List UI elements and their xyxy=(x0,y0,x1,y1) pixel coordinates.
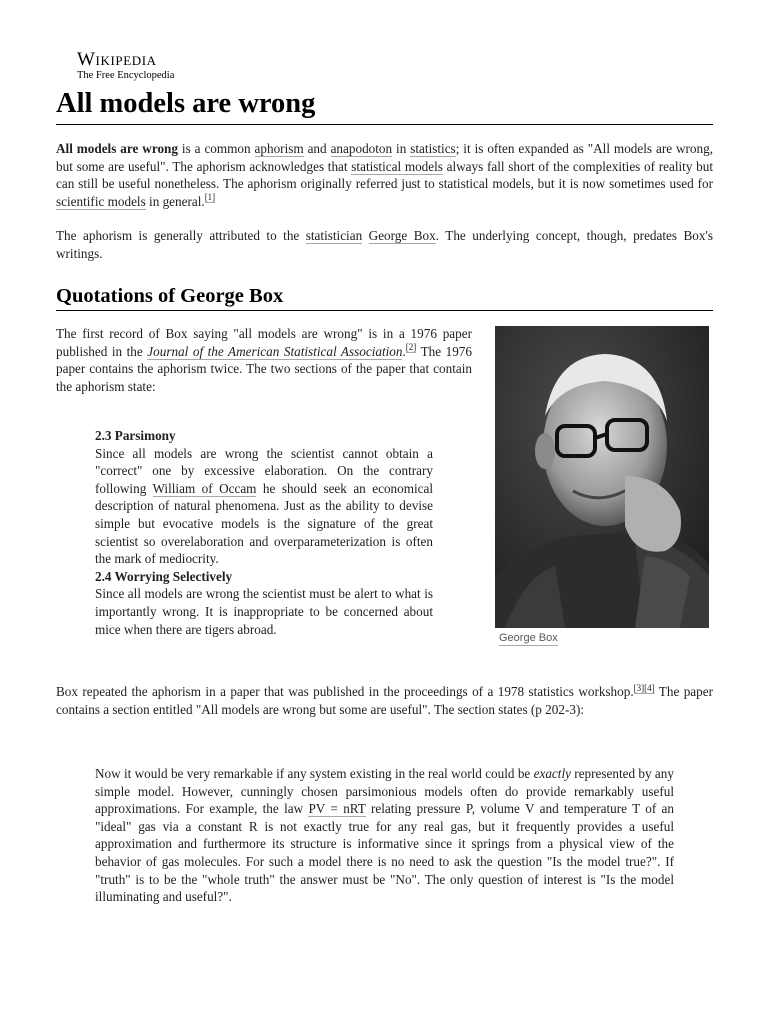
link-anapodoton[interactable]: anapodoton xyxy=(330,141,393,156)
attribution-paragraph xyxy=(56,227,713,262)
link-statistical-models[interactable]: statistical models xyxy=(351,158,443,174)
para-text: . xyxy=(402,343,406,359)
citation-3-4[interactable]: [3][4] xyxy=(633,682,655,693)
lead-paragraph xyxy=(56,140,713,210)
lead-text: in xyxy=(392,141,411,156)
lead-text: always fall short of the complexities of reality but can still be useful nonetheless. The aphorism originally referred just to statistical models, but it is now sometimes used for xyxy=(56,158,713,192)
para-text: The 1976 paper contains the aphorism twice. The two sections of the paper that contain the aphorism state: xyxy=(56,343,472,394)
wikipedia-logo[interactable] xyxy=(77,50,174,82)
george-box-photo[interactable] xyxy=(495,326,709,628)
section-divider xyxy=(56,310,713,311)
link-scientific-models[interactable]: scientific models xyxy=(56,193,146,209)
para-text: . The underlying concept, though, predates Box's writings. xyxy=(56,228,714,261)
para-text: The aphorism is generally attributed to the xyxy=(56,228,306,243)
figure-caption[interactable]: George Box xyxy=(499,632,558,644)
quote-heading-worrying: 2.4 Worrying Selectively xyxy=(95,568,233,584)
quote-heading-parsimony: 2.3 Parsimony xyxy=(95,428,176,443)
quote-body-1978 xyxy=(95,765,674,906)
logo-title: Wikipedia xyxy=(77,49,157,70)
para-text: Box repeated the aphorism in a paper that was published in the proceedings of a 1978 statistics workshop. xyxy=(56,684,634,699)
figure-george-box xyxy=(495,326,709,646)
first-record-paragraph xyxy=(56,325,472,395)
link-ideal-gas-law[interactable]: PV = nRT xyxy=(308,801,366,817)
lead-text: in general. xyxy=(145,193,205,209)
para-text: The first record of Box saying "all models are wrong" is in a 1976 paper published in the xyxy=(56,326,472,359)
link-george-box[interactable]: George Box xyxy=(368,228,436,243)
para-text: The paper contains a section entitled "All models are wrong but some are useful". The section states (p 202-3): xyxy=(56,684,713,717)
link-statistician[interactable]: statistician xyxy=(305,228,363,243)
page-title: All models are wrong xyxy=(56,88,316,119)
title-divider xyxy=(56,124,713,125)
blockquote-1978 xyxy=(95,765,674,906)
quote-body-parsimony xyxy=(95,445,433,568)
lead-text: ; it is often expanded as "All models are wrong, but some are useful". The aphorism acknowledges that xyxy=(56,141,714,174)
citation-1[interactable]: [1] xyxy=(204,192,216,203)
link-aphorism[interactable]: aphorism xyxy=(254,141,304,156)
quote-text: represented by any simple model. However, cunningly chosen parsimonious models often do provide remarkably useful approximations. For example, the law xyxy=(95,766,674,817)
lead-bold-term: All models are wrong xyxy=(56,141,178,156)
link-journal[interactable]: Journal of the American Statistical Association xyxy=(147,343,403,359)
para-text xyxy=(362,228,369,243)
workshop-paragraph xyxy=(56,683,713,718)
quote-text: Since all models are wrong the scientist cannot obtain a "correct" one by excessive elaboration. On the contrary following xyxy=(95,445,433,496)
link-william-of-occam[interactable]: William of Occam xyxy=(152,480,257,496)
quote-text: relating pressure P, volume V and temperature T of an "ideal" gas via a constant R is not exactly true for any real gas, but it frequently provides a useful approximation and furthermore its structure is informative since it springs from a physical view of the behavior of gas molecules. For such a model there is no need to ask the question "Is the model true?". If "truth" is to be the "whole truth" the answer must be "No". The only question of interest is "Is the model illuminating and useful?". xyxy=(95,801,674,905)
blockquote-1976 xyxy=(95,427,433,638)
logo-subtitle: The Free Encyclopedia xyxy=(77,70,175,81)
citation-2[interactable]: [2] xyxy=(405,342,417,353)
section-heading-quotations: Quotations of George Box xyxy=(56,285,284,307)
link-statistics[interactable]: statistics xyxy=(410,141,456,156)
lead-text: is a common xyxy=(177,141,255,156)
quote-emphasis: exactly xyxy=(533,766,571,781)
quote-text: Now it would be very remarkable if any system existing in the real world could be xyxy=(95,766,534,781)
quote-body-worrying: Since all models are wrong the scientist must be alert to what is importantly wrong. It is inappropriate to be concerned about mice when there are tigers abroad. xyxy=(95,586,433,637)
lead-text: and xyxy=(303,141,331,156)
quote-text: he should seek an economical description of natural phenomena. Just as the ability to devise simple but evocative models is the signature of the great scientist so overelaboration and overparameterization is often the mark of mediocrity. xyxy=(95,480,434,567)
